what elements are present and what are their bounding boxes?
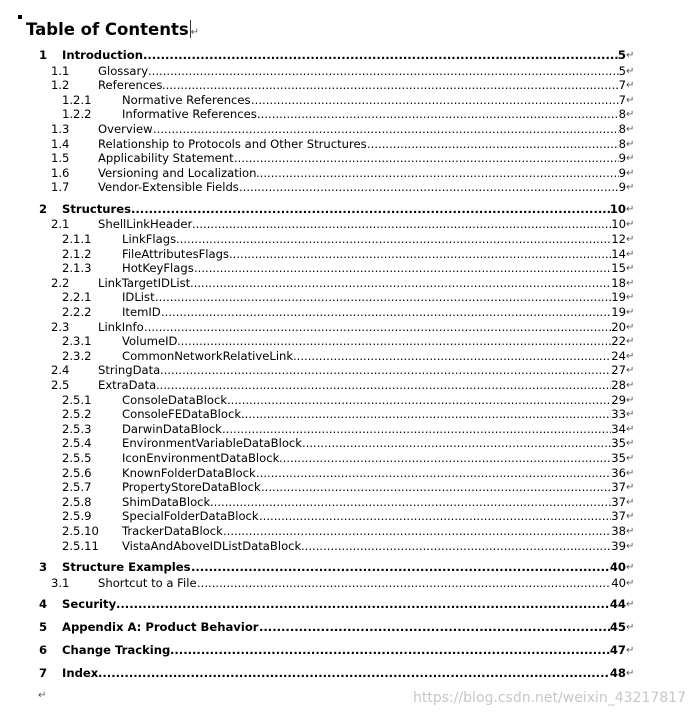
toc-entry[interactable] (0, 166, 695, 181)
toc-entry-title[interactable]: Shortcut to a File (98, 575, 197, 590)
toc-entry-page[interactable]: 40 (611, 575, 626, 590)
toc-entry-title[interactable]: VistaAndAboveIDListDataBlock (122, 538, 302, 553)
toc-entry-page[interactable]: 9 (618, 165, 626, 180)
toc-dot-leader (170, 643, 610, 658)
toc-entry-page[interactable]: 39 (611, 538, 626, 553)
toc-entry-number: 2.5.6 (62, 465, 92, 480)
toc-entry-page[interactable]: 7 (618, 78, 626, 93)
paragraph-mark-icon: ↵ (626, 65, 635, 77)
paragraph-mark-icon: ↵ (626, 263, 635, 275)
toc-entry-number: 1.1 (51, 63, 70, 78)
toc-entry[interactable] (0, 393, 695, 408)
toc-dot-leader (259, 509, 611, 524)
toc-entry-title[interactable]: ItemID (122, 305, 161, 319)
toc-entry-page[interactable]: 19 (611, 290, 626, 305)
toc-dot-leader (229, 247, 611, 262)
paragraph-mark-icon: ↵ (626, 248, 635, 260)
toc-entry-title[interactable]: ConsoleFEDataBlock (122, 407, 242, 422)
toc-dot-leader (241, 407, 611, 422)
toc-entry-title[interactable]: Introduction (62, 48, 143, 62)
toc-entry-number: 1.2.2 (62, 107, 92, 122)
paragraph-mark-icon: ↵ (38, 690, 47, 701)
toc-entry[interactable] (0, 334, 695, 349)
toc-entry[interactable] (0, 436, 695, 451)
toc-entry-title[interactable]: LinkTargetIDList (98, 275, 191, 290)
toc-dot-leader (301, 539, 611, 554)
toc-entry[interactable] (0, 363, 695, 378)
toc-entry-number: 2.5.2 (62, 407, 92, 422)
toc-entry-number: 4 (39, 597, 48, 612)
paragraph-mark-icon: ↵ (626, 94, 635, 106)
toc-entry-page[interactable]: 33 (611, 407, 626, 422)
toc-dot-leader (116, 597, 610, 612)
toc-dot-leader (197, 576, 611, 591)
paragraph-mark-icon: ↵ (626, 350, 635, 362)
toc-dot-leader (194, 261, 611, 276)
toc-entry-page[interactable]: 10 (611, 217, 626, 232)
toc-entry-number: 2.5 (51, 378, 70, 392)
toc-entry-number: 3 (39, 560, 48, 575)
toc-entry-number: 2.5.11 (62, 538, 99, 553)
toc-entry-page[interactable]: 5 (618, 63, 626, 78)
toc-entry-number: 2.1 (51, 217, 70, 232)
toc-dot-leader (259, 620, 610, 635)
toc-entry-number: 1.7 (51, 180, 70, 195)
paragraph-mark-icon: ↵ (626, 482, 635, 494)
toc-entry-title[interactable]: HotKeyFlags (122, 261, 194, 276)
toc-entry-page[interactable]: 45 (609, 620, 626, 635)
toc-entry-number: 1.2 (51, 78, 70, 93)
toc-dot-leader (161, 305, 611, 320)
toc-dot-leader (257, 107, 619, 122)
toc-entry[interactable] (0, 576, 695, 591)
toc-entry-title[interactable]: SpecialFolderDataBlock (122, 509, 259, 524)
toc-entry-page[interactable]: 18 (611, 275, 626, 290)
paragraph-mark-icon: ↵ (626, 511, 635, 523)
toc-entry-number: 2.5.5 (62, 451, 92, 465)
toc-entry[interactable] (0, 539, 695, 554)
toc-entry-title[interactable]: LinkInfo (98, 319, 144, 334)
toc-entry-number: 2.1.2 (62, 246, 92, 261)
toc-entry-title[interactable]: Security (62, 597, 117, 612)
toc-entry[interactable] (0, 78, 695, 93)
toc-entry-number: 3.1 (51, 575, 70, 590)
paragraph-mark-icon: ↵ (626, 182, 635, 194)
toc-entry[interactable] (0, 137, 695, 152)
toc-entry-title[interactable]: ShellLinkHeader (98, 217, 193, 232)
toc-dot-leader (223, 524, 611, 539)
toc-dot-leader (144, 320, 611, 335)
toc-entry-page[interactable]: 35 (611, 436, 626, 451)
toc-entry-page[interactable]: 7 (618, 92, 626, 107)
toc-dot-leader (367, 137, 619, 152)
toc-entry[interactable] (0, 217, 695, 232)
toc-entry[interactable] (0, 48, 695, 63)
toc-entry-page[interactable]: 47 (609, 643, 626, 658)
paragraph-mark-icon: ↵ (626, 109, 635, 121)
toc-entry-title[interactable]: ShimDataBlock (122, 494, 211, 509)
toc-entry[interactable] (0, 202, 695, 217)
toc-dot-leader (143, 48, 618, 63)
toc-entry[interactable] (0, 290, 695, 305)
toc-entry-page[interactable]: 27 (611, 363, 626, 378)
paragraph-mark-icon: ↵ (626, 540, 635, 552)
toc-entry-title[interactable]: ExtraData (98, 378, 157, 392)
toc-entry-title[interactable]: Relationship to Protocols and Other Structures (98, 136, 367, 151)
toc-dot-leader (239, 180, 619, 195)
toc-entry-number: 2.5.8 (62, 494, 92, 509)
page-title (26, 19, 199, 44)
toc-entry[interactable] (0, 151, 695, 166)
toc-entry-number: 1.5 (51, 151, 70, 166)
toc-entry[interactable] (0, 247, 695, 262)
toc-entry[interactable] (0, 643, 695, 658)
toc-entry-number: 1.2.1 (62, 92, 92, 107)
toc-entry-title[interactable]: Versioning and Localization (98, 165, 257, 180)
toc-entry-page[interactable]: 36 (611, 465, 626, 480)
paragraph-mark-icon: ↵ (626, 277, 635, 289)
paragraph-mark-icon: ↵ (626, 599, 635, 611)
page-title-text: Table of Contents (26, 20, 189, 39)
toc-entry[interactable] (0, 232, 695, 247)
toc-entry-number: 2.3.2 (62, 348, 92, 363)
toc-entry-page[interactable]: 38 (611, 524, 626, 538)
toc-entry-title[interactable]: CommonNetworkRelativeLink (122, 348, 294, 363)
toc-entry[interactable] (0, 495, 695, 510)
toc-dot-leader (191, 560, 610, 575)
toc-entry-page[interactable]: 8 (618, 121, 626, 136)
paragraph-mark-icon: ↵ (626, 438, 635, 450)
toc-entry-page[interactable]: 37 (611, 480, 626, 495)
toc-entry-page[interactable]: 12 (611, 232, 626, 246)
toc-dot-leader (148, 64, 619, 79)
toc-entry-page[interactable]: 35 (611, 451, 626, 465)
toc-entry[interactable] (0, 407, 695, 422)
toc-entry-page[interactable]: 20 (611, 319, 626, 334)
toc-entry-title[interactable]: References (98, 78, 163, 93)
toc-entry-number: 1.3 (51, 121, 70, 136)
paragraph-mark-icon: ↵ (626, 153, 635, 165)
paragraph-mark-icon: ↵ (626, 645, 635, 657)
toc-entry-page[interactable]: 15 (611, 261, 626, 276)
toc-entry-title[interactable]: Change Tracking (62, 643, 171, 658)
toc-dot-leader (210, 495, 611, 510)
toc-dot-leader (156, 378, 611, 393)
toc-entry-title[interactable]: Informative References (122, 107, 257, 122)
toc-entry[interactable] (0, 320, 695, 335)
toc-entry-title[interactable]: KnownFolderDataBlock (122, 465, 256, 480)
toc-dot-leader (192, 217, 611, 232)
toc-entry-number: 5 (39, 620, 48, 635)
paragraph-mark-icon: ↵ (190, 27, 200, 38)
toc-entry-title[interactable]: VolumeID (122, 334, 178, 349)
toc-dot-leader (234, 151, 619, 166)
toc-entry-page[interactable]: 14 (611, 246, 626, 261)
toc-dot-leader (155, 290, 611, 305)
toc-entry-number: 2.1.3 (62, 261, 92, 276)
toc-entry-number: 1.6 (51, 165, 70, 180)
watermark: https://blog.csdn.net/weixin_43217817 (412, 690, 686, 706)
paragraph-mark-icon: ↵ (626, 365, 635, 377)
toc-entry-title[interactable]: IDList (122, 290, 155, 305)
toc-entry-number: 2.5.9 (62, 509, 92, 524)
toc-dot-leader (153, 122, 619, 137)
toc-dot-leader (98, 666, 610, 681)
toc-entry-title[interactable]: DarwinDataBlock (122, 421, 222, 436)
toc-entry-title[interactable]: ConsoleDataBlock (122, 392, 228, 407)
toc-entry[interactable] (0, 509, 695, 524)
toc-dot-leader (131, 202, 610, 217)
toc-entry-number: 2.5.4 (62, 436, 92, 451)
toc-dot-leader (279, 451, 611, 466)
toc-entry-number: 2.3 (51, 319, 70, 334)
toc-entry-page[interactable]: 8 (618, 136, 626, 151)
toc-entry-number: 2.2.1 (62, 290, 92, 305)
toc-entry-title[interactable]: IconEnvironmentDataBlock (122, 451, 280, 465)
toc-entry-number: 7 (39, 666, 48, 681)
toc-entry-title[interactable]: Applicability Statement (98, 151, 234, 166)
paragraph-mark-icon: ↵ (626, 562, 635, 574)
toc-entry-number: 1.4 (51, 136, 70, 151)
toc-entry-page[interactable]: 5 (617, 48, 626, 62)
toc-entry-title[interactable]: Overview (98, 121, 153, 136)
paragraph-mark-icon: ↵ (626, 423, 635, 435)
toc-dot-leader (227, 393, 611, 408)
toc-entry-title[interactable]: Index (62, 666, 99, 681)
paragraph-mark-icon: ↵ (626, 234, 635, 245)
toc-entry-title[interactable]: PropertyStoreDataBlock (122, 480, 261, 495)
toc-entry-title[interactable]: Glossary (98, 63, 149, 78)
toc-entry[interactable] (0, 107, 695, 122)
toc-entry[interactable] (0, 349, 695, 364)
toc-entry-number: 2 (39, 201, 48, 216)
toc-entry[interactable] (0, 620, 695, 635)
toc-entry-title[interactable]: FileAttributesFlags (122, 246, 230, 261)
toc-entry-number: 6 (39, 643, 48, 658)
paragraph-mark-icon: ↵ (626, 467, 635, 479)
paragraph-mark-icon: ↵ (626, 577, 635, 589)
toc-entry-title[interactable]: Appendix A: Product Behavior (62, 620, 259, 635)
toc-entry-number: 2.2 (51, 275, 70, 290)
paragraph-mark-icon: ↵ (626, 453, 635, 464)
toc-entry-page[interactable]: 37 (611, 494, 626, 509)
toc-entry-page[interactable]: 10 (609, 201, 626, 216)
toc-entry-number: 2.2.2 (62, 305, 92, 319)
toc-dot-leader (261, 480, 611, 495)
paragraph-mark-icon: ↵ (626, 622, 635, 634)
toc-entry-number: 1 (39, 48, 48, 62)
toc-entry-page[interactable]: 44 (609, 597, 626, 612)
toc-entry-number: 2.1.1 (62, 232, 92, 246)
toc-entry-page[interactable]: 9 (618, 180, 626, 195)
toc-entry[interactable] (0, 597, 695, 612)
toc-entry-number: 2.5.10 (62, 524, 99, 538)
toc-entry[interactable] (0, 305, 695, 320)
toc-dot-leader (251, 93, 619, 108)
toc-dot-leader (160, 363, 611, 378)
toc-entry-number: 2.4 (51, 363, 70, 378)
toc-dot-leader (190, 276, 611, 291)
toc-entry-page[interactable]: 37 (611, 509, 626, 524)
paragraph-mark-icon: ↵ (626, 203, 635, 215)
toc-entry-number: 2.5.3 (62, 421, 92, 436)
toc-dot-leader (162, 78, 619, 93)
toc-dot-leader (222, 422, 611, 437)
paragraph-mark-icon: ↵ (626, 307, 635, 318)
toc-entry-page[interactable]: 48 (609, 666, 626, 681)
toc-entry-title[interactable]: Normative References (122, 92, 251, 107)
paragraph-mark-icon: ↵ (626, 380, 635, 391)
toc-entry[interactable] (0, 666, 695, 681)
toc-entry-title[interactable]: Structures (62, 201, 132, 216)
toc-entry[interactable] (0, 276, 695, 291)
toc-entry[interactable] (0, 180, 695, 195)
toc-entry[interactable] (0, 378, 695, 393)
paragraph-mark-icon: ↵ (626, 394, 635, 406)
toc-dot-leader (293, 349, 611, 364)
paragraph-mark-icon: ↵ (626, 167, 635, 179)
paragraph-mark-icon: ↵ (626, 668, 635, 680)
paragraph-mark-icon: ↵ (626, 321, 635, 333)
toc-entry[interactable] (0, 480, 695, 495)
paragraph-mark-icon: ↵ (626, 292, 635, 304)
toc-entry[interactable] (0, 93, 695, 108)
paragraph-mark-icon: ↵ (626, 526, 635, 537)
paragraph-mark-icon: ↵ (626, 409, 635, 421)
toc-dot-leader (256, 466, 611, 481)
toc-dot-leader (177, 334, 611, 349)
toc-entry[interactable] (0, 422, 695, 437)
toc-entry-page[interactable]: 28 (611, 378, 626, 392)
toc-entry-title[interactable]: Structure Examples (62, 560, 191, 575)
toc-entry-page[interactable]: 24 (611, 348, 626, 363)
toc-entry-number: 2.5.7 (62, 480, 92, 495)
paragraph-mark-icon: ↵ (626, 50, 635, 61)
toc-entry[interactable] (0, 560, 695, 575)
corner-mark (18, 15, 22, 19)
paragraph-mark-icon: ↵ (626, 219, 635, 231)
toc-entry-title[interactable]: EnvironmentVariableDataBlock (122, 436, 303, 451)
toc-entry-page[interactable]: 40 (609, 560, 626, 575)
toc-entry-title[interactable]: TrackerDataBlock (122, 524, 223, 538)
toc-entry-number: 2.3.1 (62, 334, 92, 349)
paragraph-mark-icon: ↵ (626, 496, 635, 508)
toc-entry-title[interactable]: LinkFlags (122, 232, 177, 246)
paragraph-mark-icon: ↵ (626, 138, 635, 150)
toc-entry-page[interactable]: 34 (611, 421, 626, 436)
toc-dot-leader (256, 166, 619, 181)
toc-entry-page[interactable]: 8 (618, 107, 626, 122)
toc-dot-leader (302, 436, 611, 451)
toc-entry-title[interactable]: Vendor-Extensible Fields (98, 180, 239, 195)
toc-entry[interactable] (0, 64, 695, 79)
toc-entry[interactable] (0, 122, 695, 137)
toc-entry-page[interactable]: 22 (611, 334, 626, 349)
toc-dot-leader (176, 232, 611, 247)
toc-entry[interactable] (0, 524, 695, 539)
paragraph-mark-icon: ↵ (626, 80, 635, 92)
toc-entry[interactable] (0, 466, 695, 481)
toc-entry[interactable] (0, 451, 695, 466)
paragraph-mark-icon: ↵ (626, 336, 635, 348)
toc-entry-number: 2.5.1 (62, 392, 92, 407)
toc-entry-page[interactable]: 29 (611, 392, 626, 407)
toc-entry-page[interactable]: 19 (611, 305, 626, 319)
toc-entry[interactable] (0, 261, 695, 276)
toc-entry-page[interactable]: 9 (618, 151, 626, 166)
toc-entry-title[interactable]: StringData (98, 363, 161, 378)
paragraph-mark-icon: ↵ (626, 123, 635, 135)
